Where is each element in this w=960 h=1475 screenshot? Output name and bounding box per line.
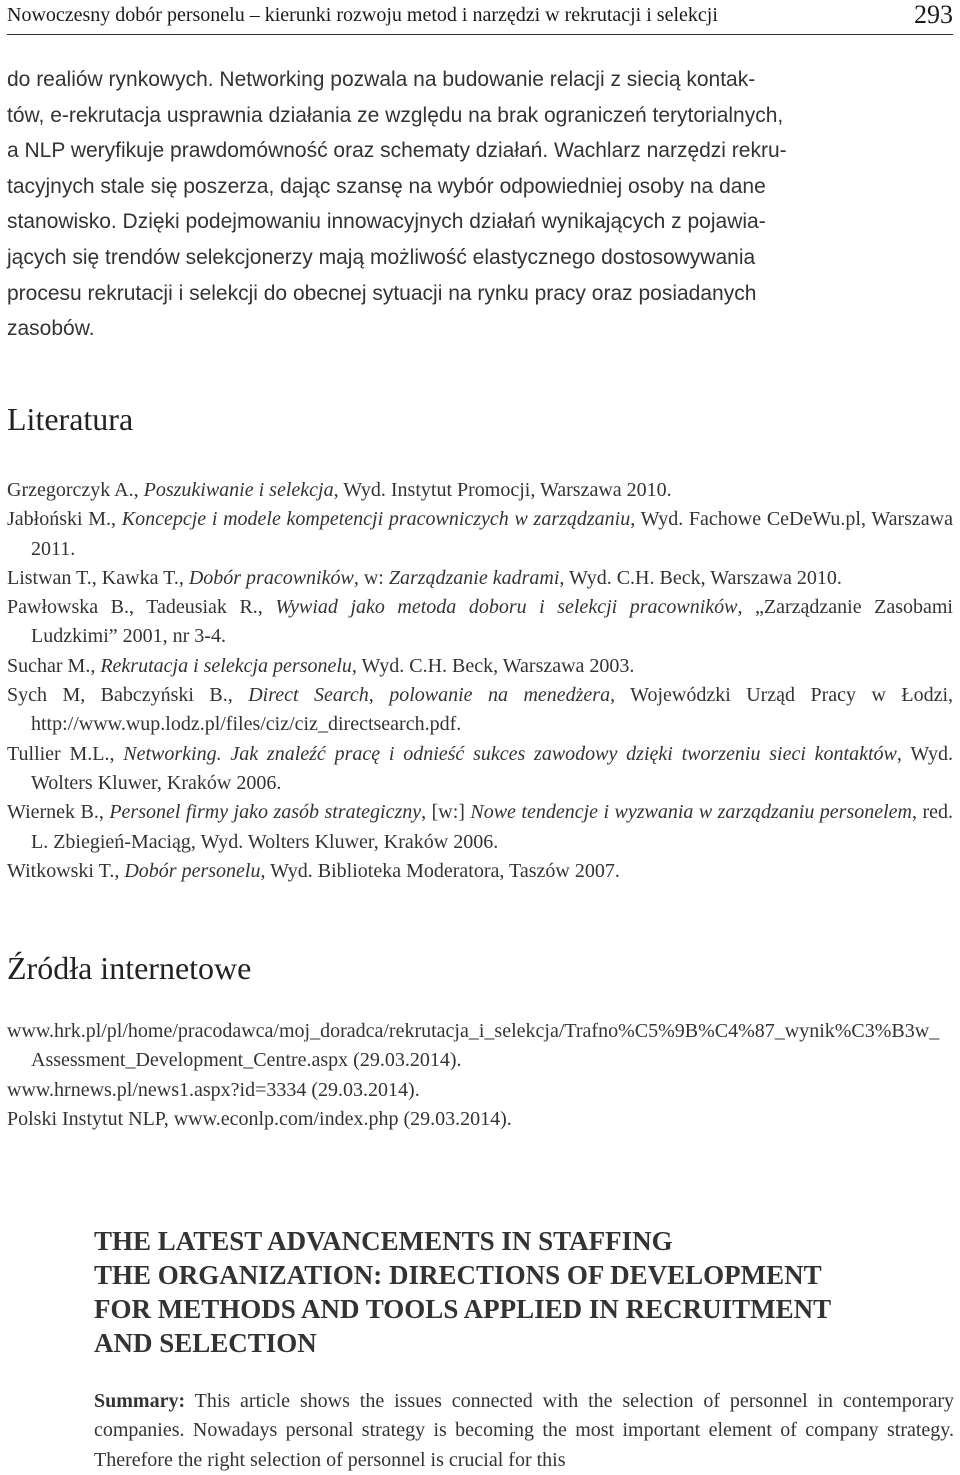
running-header xyxy=(7,0,953,35)
summary-label: Summary: xyxy=(94,1390,186,1412)
web-source-entry: Polski Instytut NLP, www.econlp.com/index.php (29.03.2014). xyxy=(7,1107,512,1130)
paragraph-line: zasobów. xyxy=(7,317,95,341)
running-header-title: Nowoczesny dobór personelu – kierunki rozwoju metod i narzędzi w rekrutacji i selekcji xyxy=(7,4,718,26)
paragraph-line: stanowisko. Dzięki podejmowaniu innowacyjnych działań wynikających z pojawia- xyxy=(7,210,766,234)
bibliography-entry: Tullier M.L., Networking. Jak znaleźć pracę i odnieść sukces zawodowy dzięki tworzeniu sieci kontaktów, Wyd. Wolters Kluwer, Kraków 2006. xyxy=(7,742,953,794)
bibliography-entry: Sych M, Babczyński B., Direct Search, polowanie na menedżera, Wojewódzki Urząd Pracy w Łodzi, http://www.wup.lodz.pl/files/ciz/ciz_directsearch.pdf. xyxy=(7,684,954,736)
paragraph-line: jących się trendów selekcjonerzy mają możliwość elastycznego dostosowywania xyxy=(7,245,756,269)
literatura-heading: Literatura xyxy=(7,401,134,437)
paragraph-line: a NLP weryfikuje prawdomówność oraz schematy działań. Wachlarz narzędzi rekru- xyxy=(7,139,787,163)
bibliography-entry: Witkowski T., Dobór personelu, Wyd. Biblioteka Moderatora, Taszów 2007. xyxy=(7,859,620,882)
english-title xyxy=(94,1224,954,1360)
bibliography-entry: Wiernek B., Personel firmy jako zasób strategiczny, [w:] Nowe tendencje i wyzwania w zarządzaniu personelem, red. L. Zbiegień-Maciąg, Wyd. Wolters Kluwer, Kraków 2006. xyxy=(7,801,953,853)
bibliography-entry: Pawłowska B., Tadeusiak R., Wywiad jako metoda doboru i selekcji pracowników, „Zarządzanie Zasobami Ludzkimi” 2001, nr 3-4. xyxy=(7,596,953,648)
paragraph-line: procesu rekrutacji i selekcji do obecnej sytuacji na rynku pracy oraz posiadanych xyxy=(7,281,757,305)
bibliography-entry: Grzegorczyk A., Poszukiwanie i selekcja, Wyd. Instytut Promocji, Warszawa 2010. xyxy=(7,479,672,501)
web-sources-list xyxy=(7,1017,953,1134)
paragraph-line: tacyjnych stale się poszerza, dając szansę na wybór odpowiedniej osoby na dane xyxy=(7,174,766,198)
bibliography-entry: Jabłoński M., Koncepcje i modele kompetencji pracowniczych w zarządzaniu, Wyd. Fachowe CeDeWu.pl, Warszawa 2011. xyxy=(7,508,953,560)
english-title-line: THE ORGANIZATION: DIRECTIONS OF DEVELOPMENT xyxy=(94,1260,822,1290)
bibliography-entry: Suchar M., Rekrutacja i selekcja personelu, Wyd. C.H. Beck, Warszawa 2003. xyxy=(7,654,635,677)
english-title-line: THE LATEST ADVANCEMENTS IN STAFFING xyxy=(94,1226,673,1256)
english-title-line: AND SELECTION xyxy=(94,1328,317,1358)
bibliography-list xyxy=(7,476,953,886)
paragraph-line: tów, e-rekrutacja usprawnia działania ze względu na brak ograniczeń terytorialnych, xyxy=(7,103,784,127)
bibliography-entry: Listwan T., Kawka T., Dobór pracowników, w: Zarządzanie kadrami, Wyd. C.H. Beck, Warszawa 2010. xyxy=(7,566,842,589)
summary-paragraph xyxy=(94,1387,954,1475)
english-title-line: FOR METHODS AND TOOLS APPLIED IN RECRUITMENT xyxy=(94,1294,832,1324)
web-source-entry: www.hrk.pl/pl/home/pracodawca/moj_doradca/rekrutacja_i_selekcja/Trafno%C5%9B%C4%87_wynik%C3%B3w_Assessment_Development_Centre.aspx (29.03.2014). xyxy=(7,1020,940,1072)
zrodla-internetowe-heading: Źródła internetowe xyxy=(7,950,252,986)
page-number: 293 xyxy=(914,0,953,29)
web-source-entry: www.hrnews.pl/news1.aspx?id=3334 (29.03.2014). xyxy=(7,1078,420,1101)
body-paragraph xyxy=(7,62,953,347)
paragraph-line: do realiów rynkowych. Networking pozwala na budowanie relacji z siecią kontak- xyxy=(7,68,756,91)
summary-text: This article shows the issues connected with the selection of personnel in contemporary companies. Nowadays personal strategy is becoming the most important element of company strategy. Therefore the right selection of personnel is crucial for this xyxy=(94,1390,954,1471)
